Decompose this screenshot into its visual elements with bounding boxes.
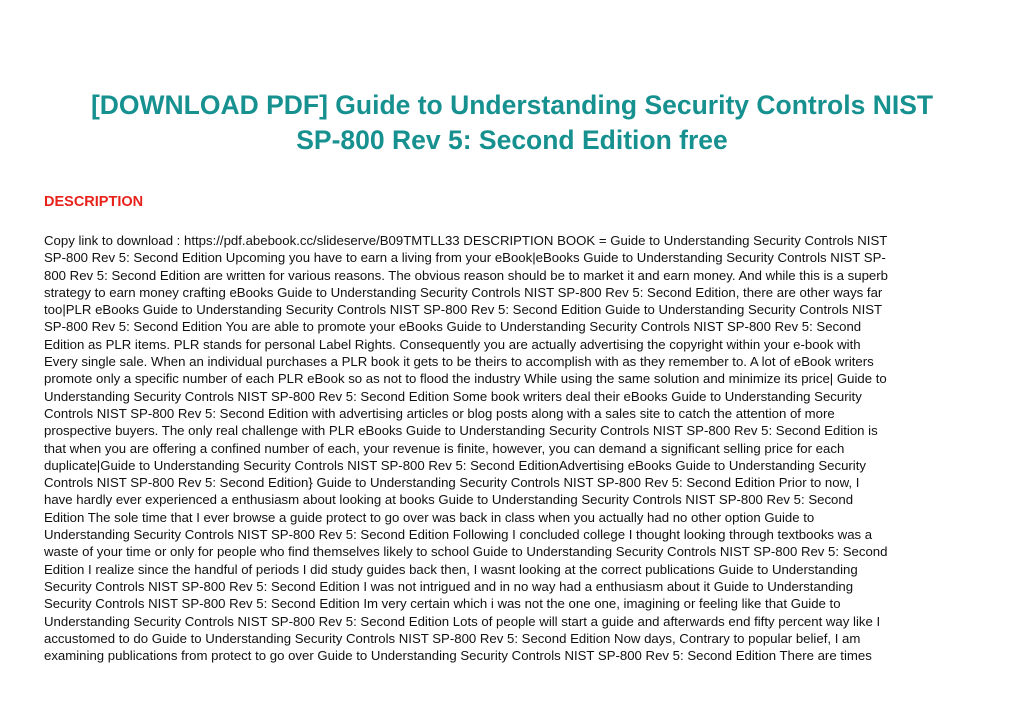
body-line: prospective buyers. The only real challenge with PLR eBooks Guide to Understanding Security Controls NIST SP-800 Rev 5: Second Edition is xyxy=(44,423,878,439)
body-line: Controls NIST SP-800 Rev 5: Second Edition} Guide to Understanding Security Controls NIST SP-800 Rev 5: Second Edition Prior to now, I xyxy=(44,475,860,491)
body-line: promote only a specific number of each PLR eBook so as not to flood the industry While using the same solution and minimize its price| Guide to xyxy=(44,371,887,387)
body-line: Edition I realize since the handful of periods I did study guides back then, I wasnt looking at the correct publications Guide to Understanding xyxy=(44,561,858,577)
body-line: Edition as PLR items. PLR stands for personal Label Rights. Consequently you are actually advertising the copyright within your e-book with xyxy=(44,336,861,352)
body-line: Controls NIST SP-800 Rev 5: Second Edition with advertising articles or blog posts along with a sales site to catch the attention of more xyxy=(44,405,835,421)
body-line: Copy link to download : https://pdf.abebook.cc/slideserve/B09TMTLL33 DESCRIPTION BOOK = Guide to Understanding Security Controls NIST xyxy=(44,233,888,248)
body-line: Understanding Security Controls NIST SP-800 Rev 5: Second Edition Some book writers deal their eBooks Guide to Understanding Security xyxy=(44,388,862,404)
body-line: have hardly ever experienced a enthusiasm about looking at books Guide to Understanding Security Controls NIST SP-800 Rev 5: Second xyxy=(44,492,854,508)
body-line: SP-800 Rev 5: Second Edition Upcoming you have to earn a living from your eBook|eBooks Guide to Understanding Security Controls NIST SP- xyxy=(44,250,886,266)
body-line: Edition The sole time that I ever browse a guide protect to go over was back in class when you actually had no other option Guide to xyxy=(44,509,815,525)
body-line: duplicate|Guide to Understanding Security Controls NIST SP-800 Rev 5: Second EditionAdvertising eBooks Guide to Understanding Security xyxy=(44,457,866,473)
body-line: SP-800 Rev 5: Second Edition You are able to promote your eBooks Guide to Understanding Security Controls NIST SP-800 Rev 5: Second xyxy=(44,319,862,335)
description-heading: DESCRIPTION xyxy=(44,194,144,210)
body-line: accustomed to do Guide to Understanding Security Controls NIST SP-800 Rev 5: Second Edition Now days, Contrary to popular belief, I am xyxy=(44,630,861,646)
body-line: that when you are offering a confined number of each, your revenue is finite, however, you can demand a significant selling price for each xyxy=(44,440,845,456)
page-title xyxy=(30,88,994,158)
body-line: waste of your time or only for people who find themselves likely to school Guide to Understanding Security Controls NIST SP-800 Rev 5: Second xyxy=(44,544,888,560)
body-line: Understanding Security Controls NIST SP-800 Rev 5: Second Edition Following I concluded college I thought looking through textbooks was a xyxy=(44,527,873,543)
title-line: [DOWNLOAD PDF] Guide to Understanding Security Controls NIST xyxy=(90,90,934,120)
body-line: too|PLR eBooks Guide to Understanding Security Controls NIST SP-800 Rev 5: Second Edition Guide to Understanding Security Controls NIST xyxy=(44,302,883,318)
body-line: Security Controls NIST SP-800 Rev 5: Second Edition Im very certain which i was not the one one, imagining or feeling like that Guide to xyxy=(44,596,841,612)
body-line: examining publications from protect to go over Guide to Understanding Security Controls NIST SP-800 Rev 5: Second Edition There are times xyxy=(44,648,872,664)
description-body xyxy=(44,232,984,664)
title-line: SP-800 Rev 5: Second Edition free xyxy=(296,125,728,155)
body-line: Security Controls NIST SP-800 Rev 5: Second Edition I was not intrigued and in no way had a enthusiasm about it Guide to Understanding xyxy=(44,578,854,594)
body-line: strategy to earn money crafting eBooks Guide to Understanding Security Controls NIST SP-800 Rev 5: Second Edition, there are other ways far xyxy=(44,284,883,300)
body-line: Understanding Security Controls NIST SP-800 Rev 5: Second Edition Lots of people will start a guide and afterwards end fifty percent way like I xyxy=(44,613,881,629)
body-line: 800 Rev 5: Second Edition are written for various reasons. The obvious reason should be to market it and earn money. And while this is a superb xyxy=(44,267,888,283)
body-line: Every single sale. When an individual purchases a PLR book it gets to be theirs to accomplish with as they remember to. A lot of eBook writers xyxy=(44,354,874,370)
